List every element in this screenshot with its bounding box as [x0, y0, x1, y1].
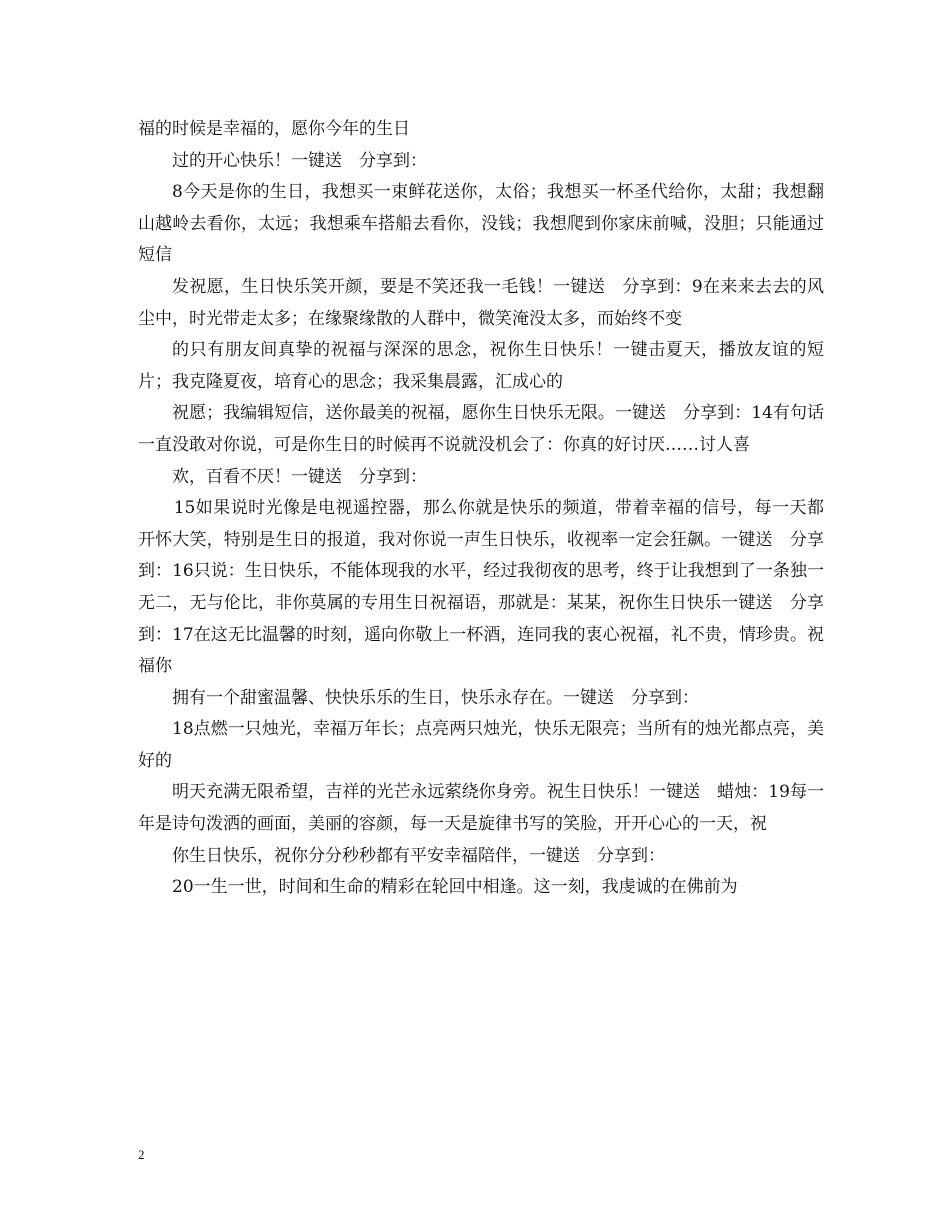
paragraph: 明天充满无限希望，吉祥的光芒永远萦绕你身旁。祝生日快乐！一键送 蜡烛：19每一年是诗句泼洒的画面，美丽的容颜，每一天是旋律书写的笑脸，开开心心的一天，祝 [138, 782, 824, 835]
paragraph: 的只有朋友间真挚的祝福与深深的思念，祝你生日快乐！一键击夏天，播放友谊的短片；我克隆夏夜，培育心的思念；我采集晨露，汇成心的 [138, 340, 824, 392]
page-number: 2 [138, 1147, 145, 1162]
paragraph: 祝愿；我编辑短信，送你最美的祝福，愿你生日快乐无限。一键送 分享到：14有句话一直没敢对你说，可是你生日的时候再不说就没机会了：你真的好讨厌……讨人喜 [138, 403, 824, 455]
paragraph: 15如果说时光像是电视遥控器，那么你就是快乐的频道，带着幸福的信号，每一天都开怀大笑，特别是生日的报道，我对你说一声生日快乐，收视率一定会狂飙。一键送 分享到：16只说：生日快乐，不能体现我的水平，经过我彻夜的思考，终于让我想到了一条独一无二，无与伦比，非你莫属的专用生日祝福语，那就是：某某，祝你生日快乐一键送 分享到：17在这无比温馨的时刻，遥向你敬上一杯酒，连同我的衷心祝福，礼不贵，情珍贵。祝福你 [138, 498, 824, 677]
paragraph: 过的开心快乐！一键送 分享到： [172, 150, 427, 171]
paragraph: 福的时候是幸福的，愿你今年的生日 [138, 119, 410, 139]
paragraph: 你生日快乐，祝你分分秒秒都有平安幸福陪伴，一键送 分享到： [172, 845, 665, 866]
document-body [138, 114, 824, 904]
paragraph: 8今天是你的生日，我想买一束鲜花送你，太俗；我想买一杯圣代给你，太甜；我想翻山越岭去看你，太远；我想乘车搭船去看你，没钱；我想爬到你家床前喊，没胆；只能通过短信 [138, 182, 824, 266]
paragraph: 20一生一世，时间和生命的精彩在轮回中相逢。这一刻，我虔诚的在佛前为 [172, 877, 738, 898]
paragraph: 发祝愿，生日快乐笑开颜，要是不笑还我一毛钱！一键送 分享到：9在来来去去的风尘中，时光带走太多；在缘聚缘散的人群中，微笑淹没太多，而始终不变 [138, 276, 824, 329]
paragraph: 18点燃一只烛光，幸福万年长；点亮两只烛光，快乐无限亮；当所有的烛光都点亮，美好的 [138, 719, 824, 771]
paragraph: 欢，百看不厌！一键送 分享到： [172, 466, 427, 487]
paragraph: 拥有一个甜蜜温馨、快快乐乐的生日，快乐永存在。一键送 分享到： [172, 687, 699, 708]
